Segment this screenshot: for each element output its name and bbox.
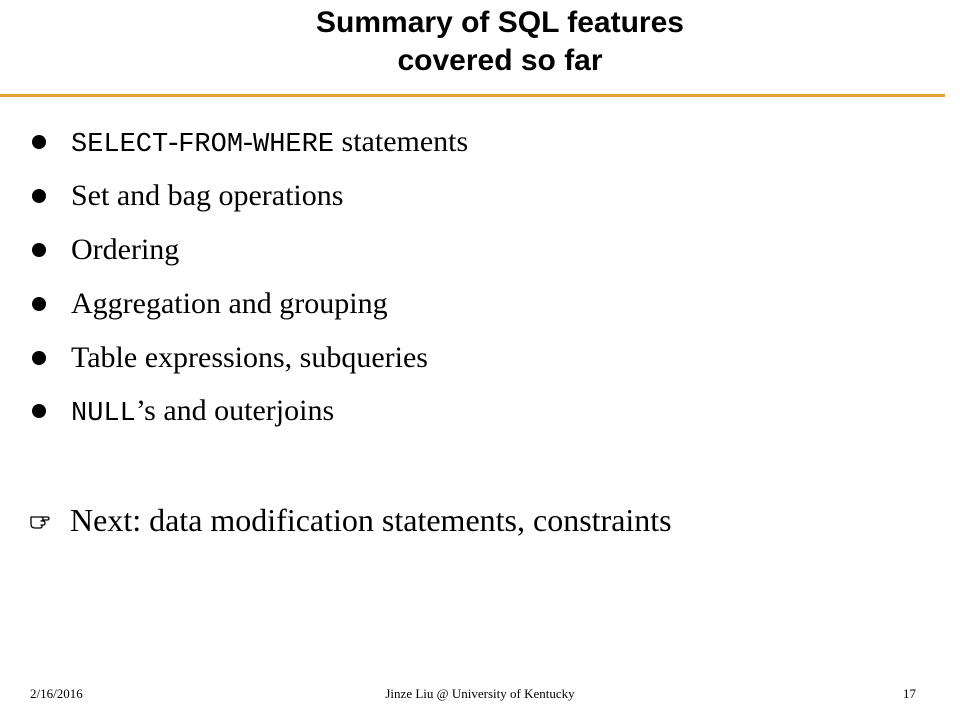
bullet-item-set-bag [30,176,343,216]
bullet-item-aggregation [30,284,388,324]
bullet-text: Ordering [71,233,180,266]
bullet-item-nulls [30,391,334,431]
pointing-hand-icon [30,510,50,530]
code-where: WHERE [253,129,335,160]
bullet-dot-icon [32,404,46,418]
bullet-text: Aggregation and grouping [71,287,388,320]
code-from: FROM [178,129,244,160]
bullet-suffix: statements [334,124,469,158]
bullet-dot-icon [32,243,46,257]
hyphen: - [243,124,254,158]
title-divider [0,94,945,97]
slide-title [0,4,960,80]
footer-author: Jinze Liu @ University of Kentucky [385,686,575,701]
bullet-text [71,125,468,160]
slide-title-line2: covered so far [397,44,603,77]
footer-date: 2/16/2016 [30,686,83,701]
bullet-text [71,394,334,429]
slide-title-line1: Summary of SQL features [316,6,684,39]
bullet-dot-icon [32,351,46,365]
bullet-dot-icon [32,189,46,203]
bullet-item-table-expressions [30,338,428,378]
bullet-dot-icon [32,297,46,311]
code-select: SELECT [71,129,169,160]
bullet-item-select-from-where [30,122,468,162]
next-topic [30,498,672,542]
bullet-dot-icon [32,135,46,149]
bullet-suffix: ’s and outerjoins [135,393,335,427]
hyphen: - [168,124,179,158]
code-null: NULL [71,398,136,429]
bullet-text: Table expressions, subqueries [71,341,428,374]
next-text: Next: data modification statements, constraints [70,501,672,538]
bullet-item-ordering [30,230,179,270]
footer-page-number: 17 [903,686,916,701]
bullet-text: Set and bag operations [71,179,344,212]
